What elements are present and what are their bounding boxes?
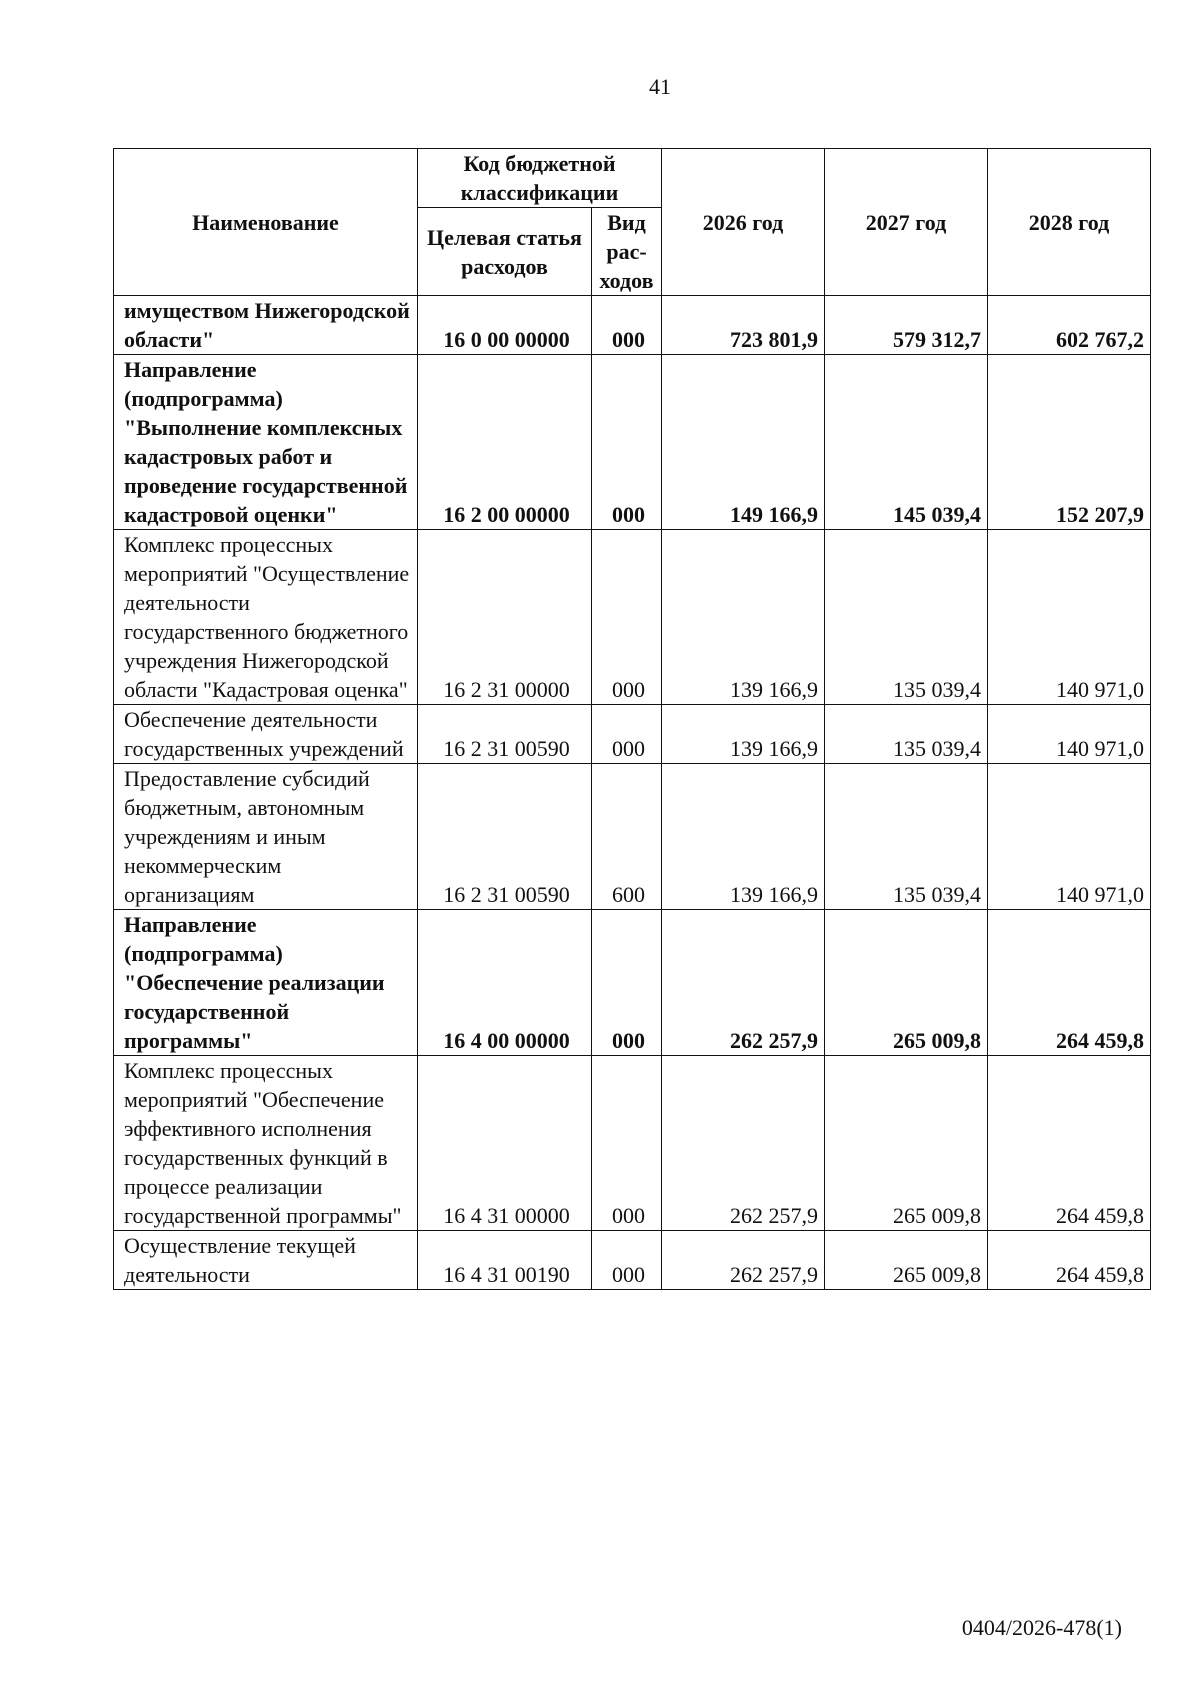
row-target: 16 4 00 00000 <box>418 910 592 1056</box>
row-2027: 579 312,7 <box>825 296 988 355</box>
row-name: Комплекс процессных мероприятий "Осуществление деятельности государственного бюджетного учреждения Нижегородской области "Кадастровая оценка" <box>114 530 418 705</box>
row-2028: 264 459,8 <box>988 910 1151 1056</box>
row-2026: 262 257,9 <box>662 1056 825 1231</box>
row-vid: 000 <box>592 530 662 705</box>
row-2028: 140 971,0 <box>988 705 1151 764</box>
row-vid: 000 <box>592 910 662 1056</box>
header-name: Наименование <box>114 149 418 296</box>
table-row <box>114 355 1151 530</box>
row-name: Направление (подпрограмма) "Обеспечение реализации государственной программы" <box>114 910 418 1056</box>
row-2027: 145 039,4 <box>825 355 988 530</box>
row-name: Предоставление субсидий бюджетным, автономным учреждениям и иным некоммерческим организациям <box>114 764 418 910</box>
row-name: Осуществление текущей деятельности <box>114 1231 418 1290</box>
table-row <box>114 705 1151 764</box>
row-name: имуществом Нижегородской области" <box>114 296 418 355</box>
row-2028: 602 767,2 <box>988 296 1151 355</box>
row-name: Комплекс процессных мероприятий "Обеспечение эффективного исполнения государственных функций в процессе реализации государственной программы" <box>114 1056 418 1231</box>
row-2027: 265 009,8 <box>825 910 988 1056</box>
table-row <box>114 764 1151 910</box>
header-expense-type: Вид рас-ходов <box>592 208 662 296</box>
row-2026: 149 166,9 <box>662 355 825 530</box>
row-2026: 139 166,9 <box>662 705 825 764</box>
row-2028: 152 207,9 <box>988 355 1151 530</box>
row-2026: 262 257,9 <box>662 1231 825 1290</box>
row-2027: 265 009,8 <box>825 1231 988 1290</box>
row-vid: 000 <box>592 705 662 764</box>
row-target: 16 2 31 00590 <box>418 705 592 764</box>
row-2027: 135 039,4 <box>825 530 988 705</box>
row-vid: 000 <box>592 1231 662 1290</box>
page-number: 41 <box>649 74 671 99</box>
row-2028: 140 971,0 <box>988 764 1151 910</box>
row-2026: 723 801,9 <box>662 296 825 355</box>
row-target: 16 4 31 00190 <box>418 1231 592 1290</box>
row-vid: 600 <box>592 764 662 910</box>
row-name: Направление (подпрограмма) "Выполнение комплексных кадастровых работ и проведение государственной кадастровой оценки" <box>114 355 418 530</box>
row-2028: 140 971,0 <box>988 530 1151 705</box>
table-row <box>114 910 1151 1056</box>
row-2027: 265 009,8 <box>825 1056 988 1231</box>
row-2027: 135 039,4 <box>825 705 988 764</box>
table-row <box>114 1056 1151 1231</box>
row-2027: 135 039,4 <box>825 764 988 910</box>
row-vid: 000 <box>592 1056 662 1231</box>
header-year-2027: 2027 год <box>825 149 988 296</box>
header-code-group: Код бюджетной классификации <box>418 149 662 208</box>
table-row <box>114 1231 1151 1290</box>
row-name: Обеспечение деятельности государственных учреждений <box>114 705 418 764</box>
header-target-article: Целевая статья расходов <box>418 208 592 296</box>
row-2026: 139 166,9 <box>662 764 825 910</box>
table-row <box>114 296 1151 355</box>
header-year-2028: 2028 год <box>988 149 1151 296</box>
table-header <box>114 149 1151 296</box>
row-2028: 264 459,8 <box>988 1056 1151 1231</box>
row-2028: 264 459,8 <box>988 1231 1151 1290</box>
row-2026: 262 257,9 <box>662 910 825 1056</box>
row-target: 16 2 31 00000 <box>418 530 592 705</box>
row-target: 16 2 31 00590 <box>418 764 592 910</box>
row-vid: 000 <box>592 355 662 530</box>
row-2026: 139 166,9 <box>662 530 825 705</box>
row-vid: 000 <box>592 296 662 355</box>
header-year-2026: 2026 год <box>662 149 825 296</box>
row-target: 16 4 31 00000 <box>418 1056 592 1231</box>
document-reference: 0404/2026-478(1) <box>961 1615 1122 1640</box>
row-target: 16 2 00 00000 <box>418 355 592 530</box>
table-row <box>114 530 1151 705</box>
row-target: 16 0 00 00000 <box>418 296 592 355</box>
budget-table <box>113 148 1151 1290</box>
